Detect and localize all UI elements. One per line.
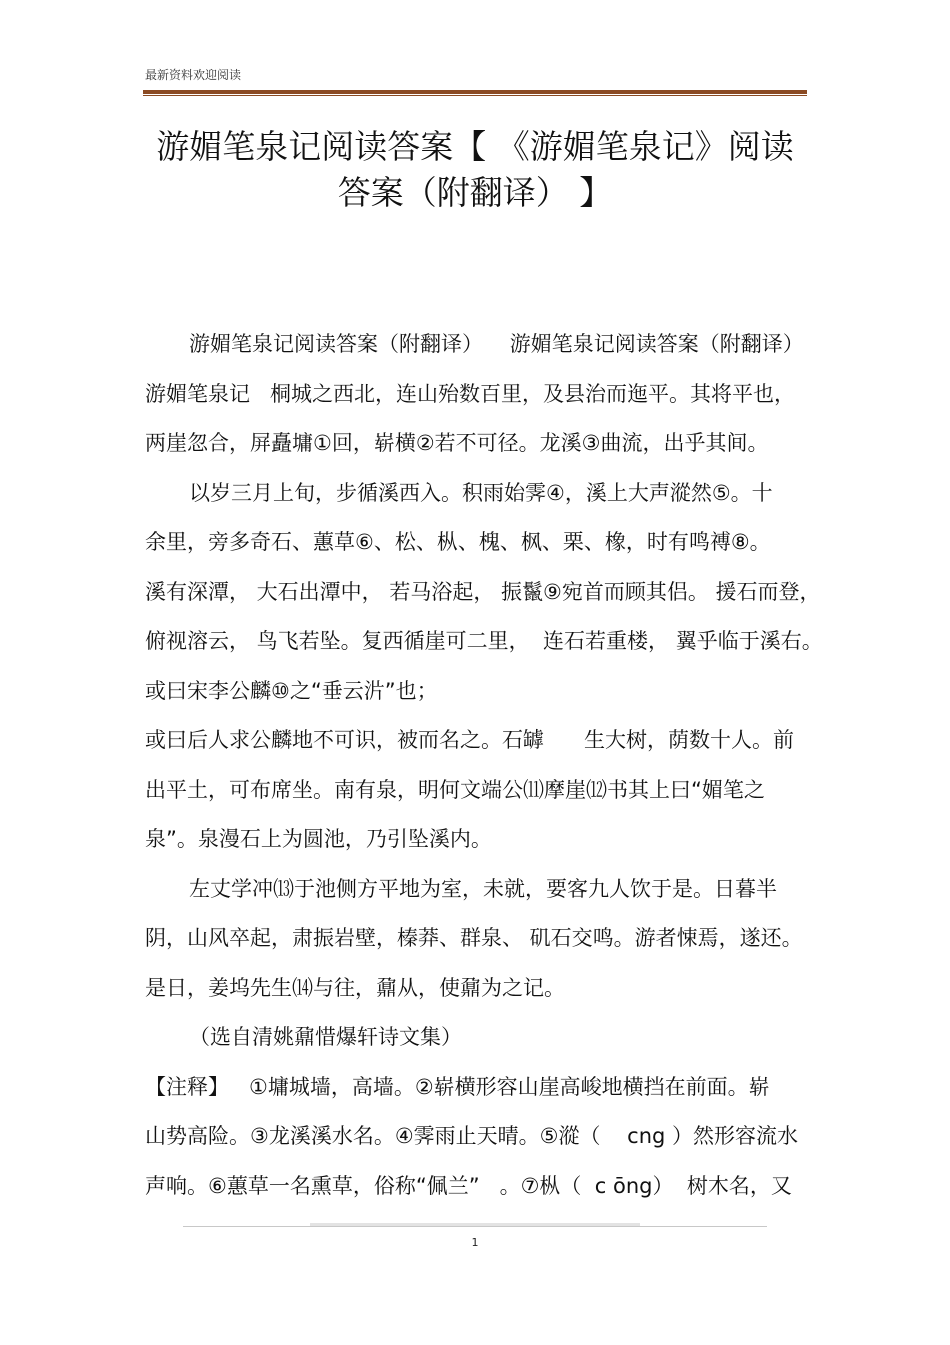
header-divider-thin xyxy=(143,95,807,96)
body-line: 山势高险。③龙溪溪水名。④霁雨止天晴。⑤漎（ cng ）然形容流水 xyxy=(145,1124,799,1148)
running-header: 最新资料欢迎阅读 xyxy=(145,68,242,82)
document-body xyxy=(145,320,823,1211)
body-line: 游媚笔泉记阅读答案（附翻译） 游媚笔泉记阅读答案（附翻译） xyxy=(189,332,804,356)
body-line: （选自清姚鼐惜爆轩诗文集） xyxy=(189,1025,462,1049)
body-line: 左丈学冲⒀于池侧方平地为室，未就，要客九人饮于是。日暮半 xyxy=(189,876,777,901)
body-line: 泉”。泉漫石上为圆池，乃引坠溪内。 xyxy=(145,827,492,851)
body-line: 或曰宋李公麟⑩之“垂云沜”也； xyxy=(145,678,438,703)
body-line: 溪有深潭， 大石出潭中， 若马浴起， 振鬣⑨宛首而顾其侣。 援石而登， xyxy=(145,579,821,604)
title-line-2: 答案（附翻译） 】 xyxy=(337,173,613,212)
body-line: 是日，姜坞先生⒁与往，鼐从，使鼐为之记。 xyxy=(145,975,565,1000)
footer-divider-shade xyxy=(310,1223,640,1226)
body-line: 余里，旁多奇石、蕙草⑥、松、枞、槐、枫、栗、橡，时有鸣禣⑧。 xyxy=(145,530,771,554)
header-divider xyxy=(143,90,807,94)
page-number: 1 xyxy=(471,1236,479,1249)
body-line: 游媚笔泉记 桐城之西北，连山殆数百里，及县治而迤平。其将平也， xyxy=(145,381,796,406)
body-line: 声响。⑥蕙草一名熏草，俗称“佩兰” 。⑦枞（ c ōng） 树木名，又 xyxy=(145,1173,792,1198)
body-line: 阴，山风卒起，肃振岩壁，榛莽、群泉、 矶石交鸣。游者悚焉，遂还。 xyxy=(145,926,803,950)
document-title xyxy=(143,124,807,216)
footer-divider xyxy=(183,1226,767,1227)
body-line: 两崖忽合，屏矗墉①回，崭横②若不可径。龙溪③曲流，出乎其间。 xyxy=(145,431,769,455)
body-line: 以岁三月上旬，步循溪西入。积雨始霁④，溪上大声漎然⑤。十 xyxy=(189,480,773,505)
body-line: 或曰后人求公麟地不可识，被而名之。石罅 生大树，荫数十人。前 xyxy=(145,728,795,752)
body-line: 【注释】 ①墉城墙，高墙。②崭横形容山崖高峻地横挡在前面。崭 xyxy=(145,1074,770,1099)
body-line: 俯视溶云， 鸟飞若坠。复西循崖可二里， 连石若重楼， 翼乎临于溪右。 xyxy=(145,629,823,653)
body-line: 出平土，可布席坐。南有泉，明何文端公⑾摩崖⑿书其上曰“媚笔之 xyxy=(145,777,765,802)
title-line-1: 游媚笔泉记阅读答案【 《游媚笔泉记》阅读 xyxy=(156,127,794,166)
